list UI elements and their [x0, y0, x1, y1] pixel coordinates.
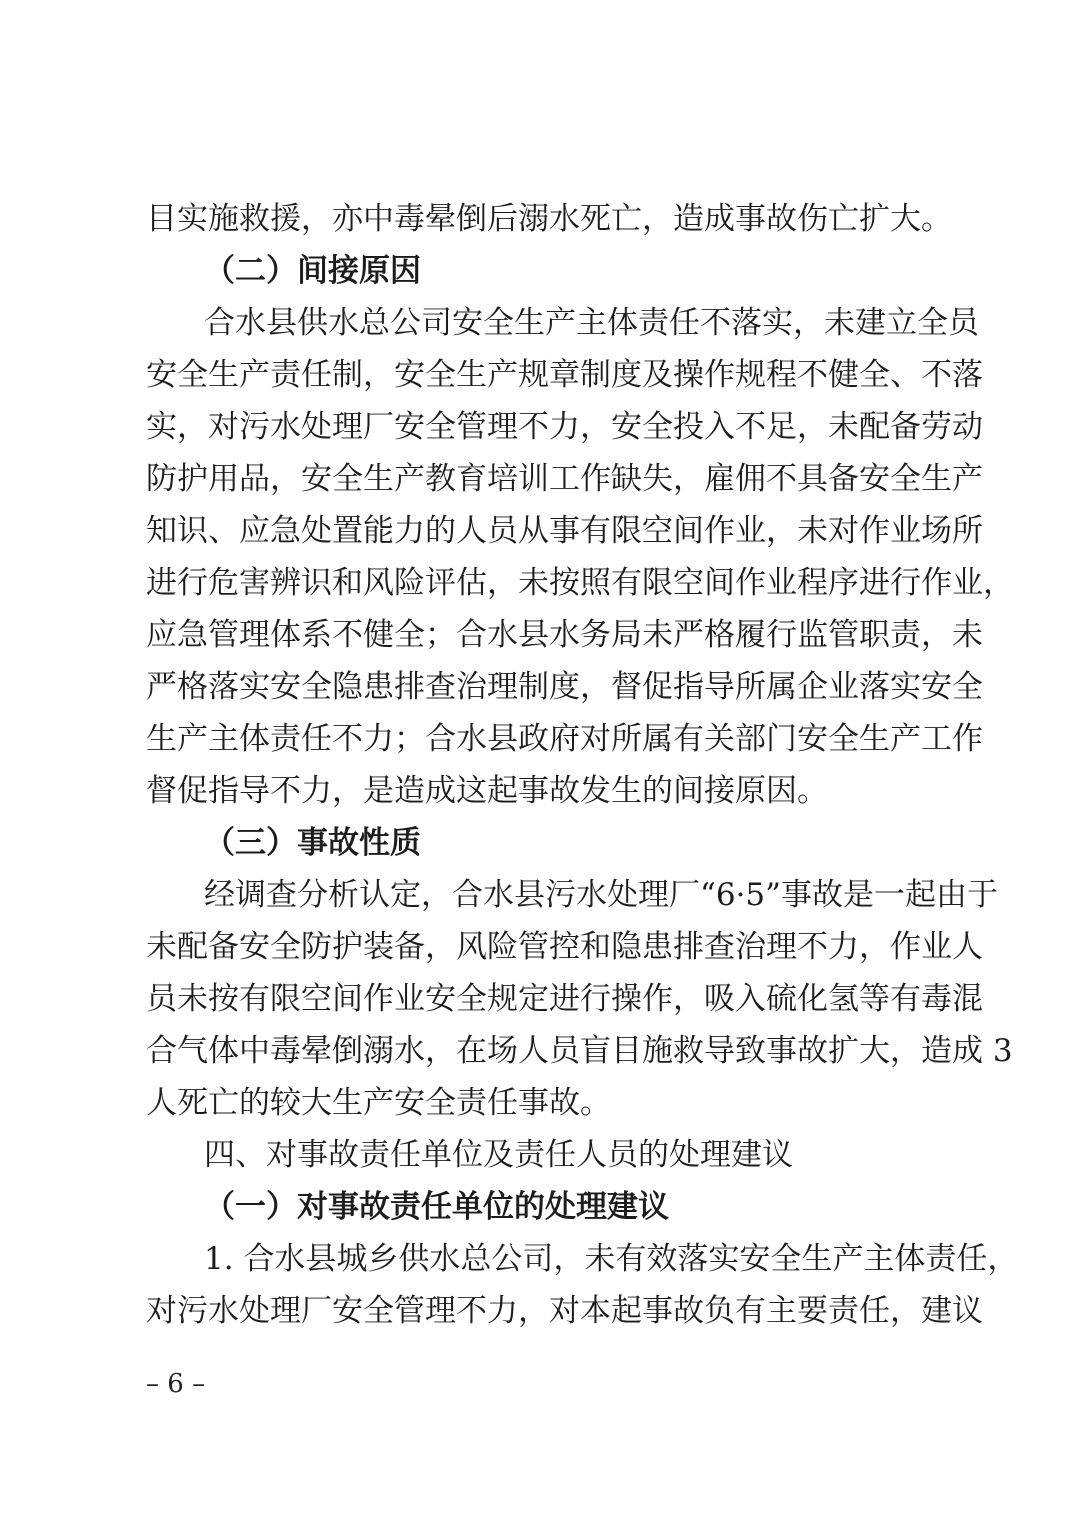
paragraph-line: 未配备安全防护装备，风险管控和隐患排查治理不力，作业人: [146, 929, 983, 965]
paragraph-line: 合气体中毒晕倒溺水，在场人员盲目施救导致事故扩大，造成 3: [146, 1033, 1013, 1069]
paragraph-line: 员未按有限空间作业安全规定进行操作，吸入硫化氢等有毒混: [146, 981, 983, 1017]
paragraph-line: 合水县供水总公司安全生产主体责任不落实，未建立全员: [204, 305, 979, 341]
subheading-indirect-causes: （二）间接原因: [204, 253, 421, 289]
paragraph-line: 目实施救援，亦中毒晕倒后溺水死亡，造成事故伤亡扩大。: [146, 201, 952, 237]
subheading-responsible-units: （一）对事故责任单位的处理建议: [204, 1189, 669, 1225]
paragraph-line: 知识、应急处置能力的人员从事有限空间作业，未对作业场所: [146, 513, 983, 549]
paragraph-line: 经调查分析认定，合水县污水处理厂“6·5”事故是一起由于: [204, 877, 998, 913]
paragraph-line: 进行危害辨识和风险评估，未按照有限空间作业程序进行作业，: [146, 565, 1014, 601]
paragraph-line: 实，对污水处理厂安全管理不力，安全投入不足，未配备劳动: [146, 409, 983, 445]
section-heading-handling-suggestions: 四、对事故责任单位及责任人员的处理建议: [204, 1137, 793, 1173]
paragraph-line: 督促指导不力，是造成这起事故发生的间接原因。: [146, 773, 828, 809]
paragraph-line: 生产主体责任不力；合水县政府对所属有关部门安全生产工作: [146, 721, 983, 757]
paragraph-line: 严格落实安全隐患排查治理制度，督促指导所属企业落实安全: [146, 669, 983, 705]
paragraph-line: 对污水处理厂安全管理不力，对本起事故负有主要责任，建议: [146, 1293, 983, 1329]
paragraph-line: 防护用品，安全生产教育培训工作缺失，雇佣不具备安全生产: [146, 461, 983, 497]
paragraph-line: 1. 合水县城乡供水总公司，未有效落实安全生产主体责任，: [204, 1241, 1019, 1277]
page-number: – 6 –: [146, 1369, 206, 1399]
paragraph-line: 安全生产责任制，安全生产规章制度及操作规程不健全、不落: [146, 357, 983, 393]
paragraph-line: 人死亡的较大生产安全责任事故。: [146, 1085, 611, 1121]
subheading-accident-nature: （三）事故性质: [204, 825, 421, 861]
paragraph-line: 应急管理体系不健全；合水县水务局未严格履行监管职责，未: [146, 617, 983, 653]
